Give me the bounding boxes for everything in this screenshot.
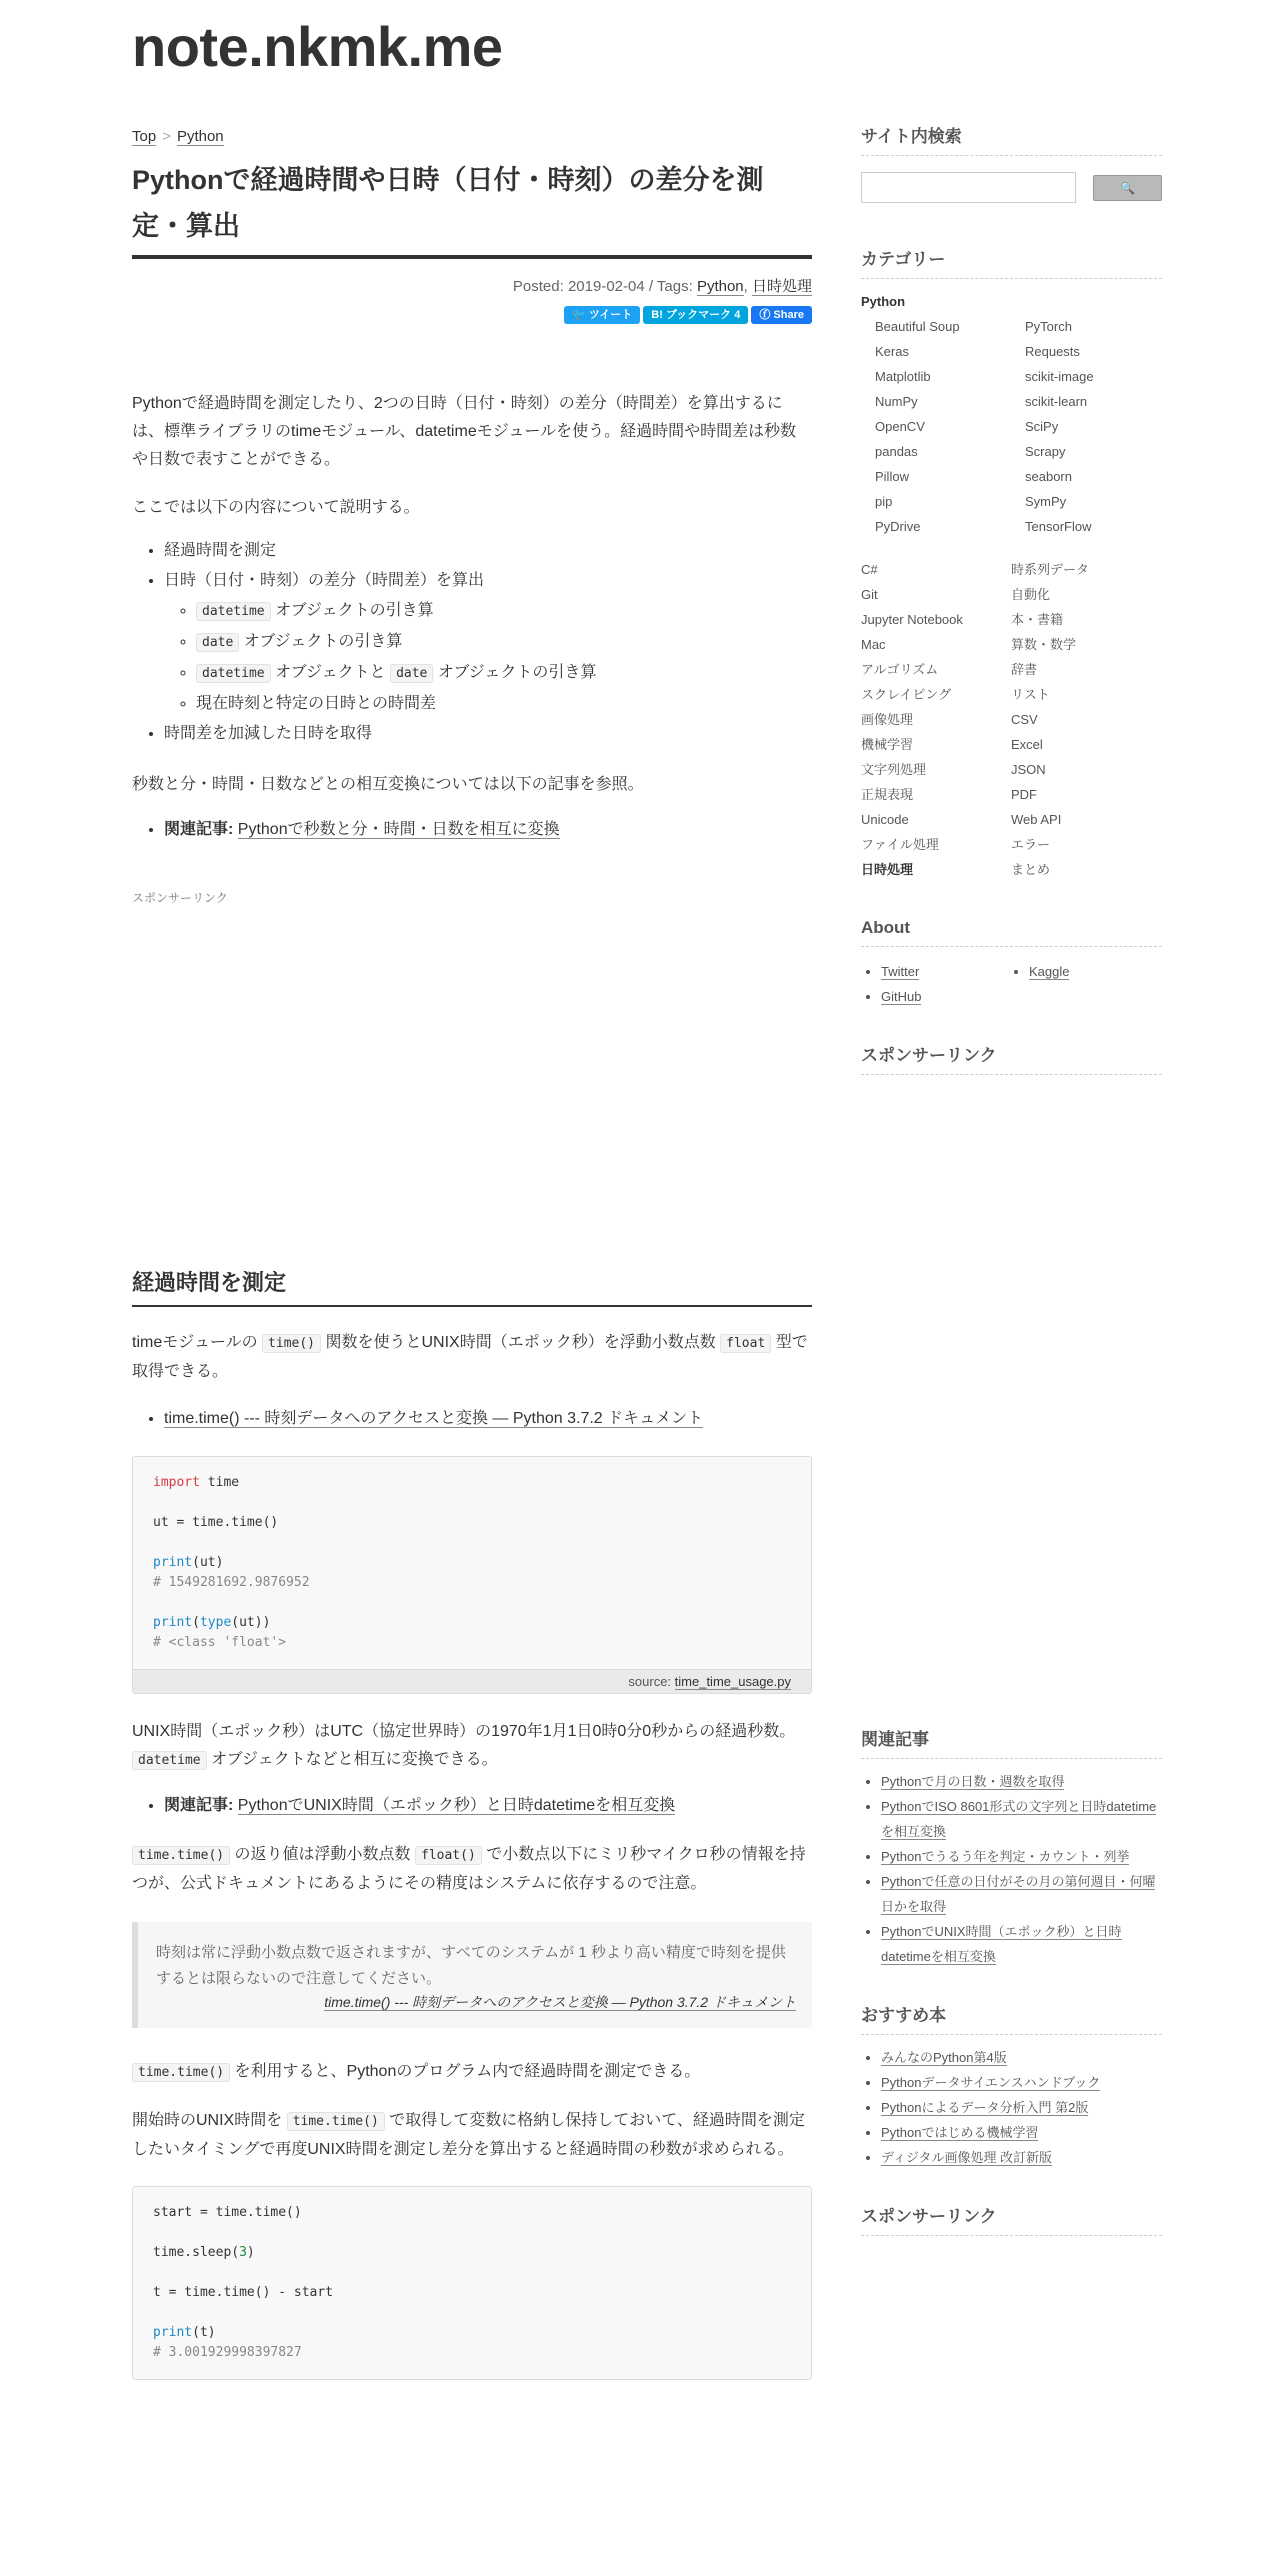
category-link[interactable]: scikit-image	[1025, 369, 1094, 384]
toc-subitem	[196, 596, 812, 627]
related-list	[861, 1769, 1162, 1969]
book-item	[881, 2095, 1162, 2120]
inline-code: datetime	[196, 602, 271, 621]
text: の返り値は浮動小数点数	[230, 1846, 415, 1863]
category-link[interactable]: Web API	[1011, 812, 1062, 827]
category-link[interactable]: scikit-learn	[1025, 394, 1088, 409]
related-link[interactable]: Pythonでうるう年を判定・カウント・列挙	[881, 1849, 1130, 1864]
page-title: Pythonで経過時間や日時（日付・時刻）の差分を測定・算出	[132, 157, 812, 259]
book-item	[881, 2070, 1162, 2095]
code-token: type	[199, 1615, 232, 1630]
book-link[interactable]: ディジタル画像処理 改訂新版	[881, 2150, 1053, 2165]
toc-subitem-text: オブジェクトの引き算	[239, 633, 403, 650]
category-link[interactable]: SciPy	[1025, 419, 1059, 434]
category-link[interactable]: スクレイピング	[861, 687, 952, 702]
category-link[interactable]: Matplotlib	[875, 369, 931, 384]
category-link[interactable]: アルゴリズム	[861, 662, 939, 677]
about-item	[1029, 959, 1169, 984]
section-paragraph	[132, 1841, 812, 1898]
related-article-item	[164, 1791, 812, 1821]
category-link[interactable]: NumPy	[875, 394, 918, 409]
toc-subitem	[196, 627, 812, 658]
category-link[interactable]: 画像処理	[861, 712, 914, 727]
text: UNIX時間（エポック秒）はUTC（協定世界時）の1970年1月1日0時0分0秒からの経過秒数。	[132, 1723, 796, 1740]
facebook-share-label: Share	[773, 309, 804, 321]
category-link[interactable]: PyDrive	[875, 519, 921, 534]
about-links	[861, 959, 1162, 1009]
category-link[interactable]: まとめ	[1011, 862, 1051, 877]
inline-code: float()	[415, 1846, 482, 1865]
category-link[interactable]: pip	[875, 494, 893, 509]
sidebar	[861, 120, 1162, 2236]
code-token: print	[153, 1555, 193, 1570]
code-comment: # <class 'float'>	[153, 1635, 287, 1650]
text: で取得して変数に格納し保持しておいて、経過時間を測定したいタイミングで再度UNIX時間を測定し差分を算出すると経過時間の秒数が求められる。	[132, 2112, 805, 2158]
search-icon: 🔍	[1120, 180, 1136, 195]
category-link[interactable]: Excel	[1011, 737, 1043, 752]
category-link[interactable]: 算数・数学	[1011, 637, 1077, 652]
category-link[interactable]: Beautiful Soup	[875, 319, 960, 334]
category-link[interactable]: 本・書籍	[1011, 612, 1064, 627]
code-token: time.sleep(	[153, 2245, 240, 2260]
category-grid	[861, 557, 1162, 882]
book-link[interactable]: Pythonデータサイエンスハンドブック	[881, 2075, 1101, 2090]
code-token: time	[199, 1475, 240, 1490]
search-input[interactable]	[861, 172, 1076, 203]
category-link[interactable]: Scrapy	[1025, 444, 1066, 459]
related-item	[881, 1769, 1162, 1794]
section-paragraph	[132, 1718, 812, 1775]
related-item	[881, 1869, 1162, 1919]
book-item	[881, 2145, 1162, 2170]
related-item	[881, 1844, 1162, 1869]
category-link[interactable]: CSV	[1011, 712, 1038, 727]
category-link[interactable]: Requests	[1025, 344, 1080, 359]
category-python[interactable]: Python	[861, 294, 906, 309]
toc-item-label: 日時（日付・時刻）の差分（時間差）を算出	[164, 572, 485, 589]
source-file-link[interactable]: time_time_usage.py	[674, 1674, 791, 1689]
inline-code: float	[720, 1334, 771, 1353]
sponsor-widget	[861, 1041, 1162, 1075]
ad-space	[861, 1075, 1162, 1725]
category-link[interactable]: TensorFlow	[1025, 519, 1092, 534]
about-item	[881, 984, 1029, 1009]
site-title[interactable]: note.nkmk.me	[132, 15, 503, 78]
search-widget	[861, 122, 1162, 203]
toc-subitem-text: オブジェクトの引き算	[433, 664, 597, 681]
inline-code: date	[390, 664, 433, 683]
related-article-link[interactable]: PythonでUNIX時間（エポック秒）と日時datetimeを相互変換	[237, 1797, 676, 1814]
twitter-bird-icon: 🐦	[572, 309, 589, 321]
category-link[interactable]: PyTorch	[1025, 319, 1072, 334]
category-link[interactable]: seaborn	[1025, 469, 1072, 484]
tag-datetime-link[interactable]: 日時処理	[751, 278, 812, 295]
section-heading: 経過時間を測定	[132, 1266, 812, 1307]
code-token: (ut)	[192, 1555, 224, 1570]
code-token: t = time.time() - start	[153, 2285, 334, 2300]
sponsor-label: スポンサーリンク	[132, 891, 228, 905]
category-link[interactable]: pandas	[875, 444, 918, 459]
related-item	[881, 1919, 1162, 1969]
quote-citation	[156, 1992, 796, 2012]
related-item	[881, 1794, 1162, 1844]
inline-code: date	[196, 633, 239, 652]
section-paragraph	[132, 1329, 812, 1386]
related-widget	[861, 1725, 1162, 1969]
code-token: )	[246, 2245, 255, 2260]
code-token: start = time.time()	[153, 2205, 302, 2220]
inline-code: time.time()	[132, 1846, 230, 1865]
category-link[interactable]: 自動化	[1011, 587, 1051, 602]
kaggle-link[interactable]: Kaggle	[1029, 964, 1070, 979]
code-block	[132, 1456, 812, 1694]
books-list	[861, 2045, 1162, 2170]
main-content	[132, 120, 812, 2380]
quote-citation-link[interactable]: time.time() --- 時刻データへのアクセスと変換 — Python 3.7.2 ドキュメント	[324, 1994, 796, 2010]
related-article-link[interactable]: Pythonで秒数と分・時間・日数を相互に変換	[237, 821, 560, 838]
category-link[interactable]: JSON	[1011, 762, 1046, 777]
text: 型で取得できる。	[132, 1334, 808, 1380]
related-article-item	[164, 815, 812, 845]
books-widget	[861, 2001, 1162, 2170]
category-link[interactable]: Mac	[861, 637, 886, 652]
code-content	[133, 1457, 811, 1669]
breadcrumb-python-link[interactable]: Python	[176, 128, 224, 145]
tweet-label: ツイート	[588, 309, 633, 321]
category-link[interactable]: Git	[861, 587, 878, 602]
related-link[interactable]: Pythonで月の日数・週数を取得	[881, 1774, 1065, 1789]
toc-subitem: ◦ 現在時刻と特定の日時との時間差	[196, 689, 812, 719]
inline-code: time.time()	[132, 2063, 230, 2082]
category-widget-title: カテゴリー	[861, 245, 1162, 279]
code-token: import	[153, 1475, 200, 1490]
breadcrumb-top-link[interactable]: Top	[132, 128, 157, 145]
related-link[interactable]: Pythonで任意の日付がその月の第何週目・何曜日かを取得	[881, 1874, 1156, 1914]
code-token: ut = time.time()	[153, 1515, 279, 1530]
related-label: 関連記事:	[164, 821, 238, 838]
toc-list	[132, 536, 812, 749]
category-link[interactable]: リスト	[1011, 687, 1050, 702]
category-link[interactable]: Jupyter Notebook	[861, 612, 963, 627]
share-buttons	[132, 306, 812, 324]
sponsor-widget	[861, 2202, 1162, 2236]
inline-code: time()	[262, 1334, 321, 1353]
category-link[interactable]: ファイル処理	[861, 837, 939, 852]
quote-block	[132, 1922, 812, 2028]
code-token: (ut))	[231, 1615, 271, 1630]
breadcrumb	[132, 128, 812, 145]
sponsor-widget-title: スポンサーリンク	[861, 2202, 1162, 2236]
hatena-bookmark-button[interactable]: B! ブックマーク 4	[643, 306, 748, 324]
github-link[interactable]: GitHub	[881, 989, 922, 1004]
code-comment: # 3.001929998397827	[153, 2345, 302, 2360]
category-link[interactable]: C#	[861, 562, 878, 577]
related-link[interactable]: PythonでUNIX時間（エポック秒）と日時datetimeを相互変換	[881, 1924, 1122, 1964]
books-widget-title: おすすめ本	[861, 2001, 1162, 2035]
doc-link[interactable]: time.time() --- 時刻データへのアクセスと変換 — Python 3.7.2 ドキュメント	[164, 1410, 704, 1427]
code-comment: # 1549281692.9876952	[153, 1575, 310, 1590]
about-widget	[861, 918, 1162, 1009]
code-block	[132, 2186, 812, 2380]
book-item	[881, 2045, 1162, 2070]
inline-code: datetime	[196, 664, 271, 683]
tag-python-link[interactable]: Python	[696, 278, 744, 295]
category-link[interactable]: SymPy	[1025, 494, 1067, 509]
code-number: 3	[239, 2245, 247, 2260]
text: で小数点以下にミリ秒マイクロ秒の情報を持つが、公式ドキュメントにあるようにその精度はシステムに依存するので注意。	[132, 1846, 806, 1892]
toc-subitem-text: オブジェクトと	[270, 664, 391, 681]
text: 開始時のUNIX時間を	[132, 2112, 287, 2129]
facebook-share-button[interactable]	[751, 306, 812, 324]
tweet-button[interactable]	[564, 306, 640, 324]
toc-subitem-text: オブジェクトの引き算	[270, 602, 434, 619]
post-meta	[132, 275, 812, 296]
category-link[interactable]: PDF	[1011, 787, 1037, 802]
code-token: (	[192, 1615, 200, 1630]
source-label: source:	[628, 1674, 675, 1689]
toc-item: • 時間差を加減した日時を取得	[164, 719, 812, 749]
category-link[interactable]: 正規表現	[861, 787, 914, 802]
category-link[interactable]: エラー	[1011, 837, 1051, 852]
code-source	[133, 1669, 811, 1693]
code-token: print	[153, 1615, 193, 1630]
text: を利用すると、Pythonのプログラム内で経過時間を測定できる。	[230, 2063, 701, 2080]
text: timeモジュールの	[132, 1334, 263, 1351]
intro-paragraph: Pythonで経過時間を測定したり、2つの日時（日付・時刻）の差分（時間差）を算出するには、標準ライブラリのtimeモジュール、datetimeモジュールを使う。経過時間や時間差は秒数や日数で表すことができる。	[132, 395, 797, 468]
ad-space	[132, 906, 812, 1266]
search-row	[861, 172, 1162, 203]
related-label: 関連記事:	[164, 1797, 238, 1814]
related-intro: 秒数と分・時間・日数などとの相互変換については以下の記事を参照。	[132, 776, 644, 793]
section-paragraph	[132, 2107, 812, 2164]
book-link[interactable]: みんなのPython第4版	[881, 2050, 1007, 2065]
code-token: print	[153, 2325, 193, 2340]
toc-item	[164, 566, 812, 719]
inline-code: time.time()	[287, 2112, 385, 2131]
text: オブジェクトなどと相互に変換できる。	[206, 1751, 498, 1768]
section-paragraph	[132, 2058, 812, 2087]
book-link[interactable]: Pythonではじめる機械学習	[881, 2125, 1039, 2140]
category-link[interactable]: 辞書	[1011, 662, 1038, 677]
category-link[interactable]: 時系列データ	[1011, 562, 1090, 577]
python-subcategory-grid	[861, 314, 1162, 539]
related-link[interactable]: PythonでISO 8601形式の文字列と日時datetimeを相互変換	[881, 1799, 1157, 1839]
twitter-link[interactable]: Twitter	[881, 964, 920, 979]
toc-subitem	[196, 658, 812, 689]
search-widget-title: サイト内検索	[861, 122, 1162, 156]
toc-item: • 経過時間を測定	[164, 536, 812, 566]
category-link[interactable]: 文字列処理	[861, 762, 927, 777]
related-widget-title: 関連記事	[861, 1725, 1162, 1759]
category-link[interactable]: 機械学習	[861, 737, 914, 752]
category-link[interactable]: Unicode	[861, 812, 909, 827]
related-article-list	[132, 815, 812, 845]
about-item	[881, 959, 1029, 984]
category-link[interactable]: Pillow	[875, 469, 909, 484]
category-link[interactable]: Keras	[875, 344, 909, 359]
doc-link-list	[132, 1404, 812, 1434]
breadcrumb-separator: >	[162, 128, 171, 145]
facebook-icon: ⓕ	[759, 309, 774, 321]
category-link[interactable]: OpenCV	[875, 419, 925, 434]
toc-intro: ここでは以下の内容について説明する。	[132, 499, 420, 516]
sponsor-widget-title: スポンサーリンク	[861, 1041, 1162, 1075]
search-button[interactable]	[1093, 175, 1162, 201]
about-widget-title: About	[861, 918, 1162, 947]
book-item	[881, 2120, 1162, 2145]
category-widget	[861, 245, 1162, 882]
code-token: (t)	[192, 2325, 216, 2340]
text: 関数を使うとUNIX時間（エポック秒）を浮動小数点数	[321, 1334, 721, 1351]
book-link[interactable]: Pythonによるデータ分析入門 第2版	[881, 2100, 1089, 2115]
inline-code: datetime	[132, 1751, 207, 1770]
tag-separator: ,	[743, 278, 752, 295]
code-content	[133, 2187, 811, 2379]
toc-sublist	[164, 596, 812, 719]
related-article-list	[132, 1791, 812, 1821]
category-link[interactable]: 日時処理	[861, 862, 914, 877]
doc-link-item	[164, 1404, 812, 1434]
quote-text: 時刻は常に浮動小数点数で返されますが、すべてのシステムが 1 秒より高い精度で時刻を提供するとは限らないので注意してください。	[156, 1944, 786, 1987]
posted-date: Posted: 2019-02-04 / Tags:	[512, 278, 697, 295]
